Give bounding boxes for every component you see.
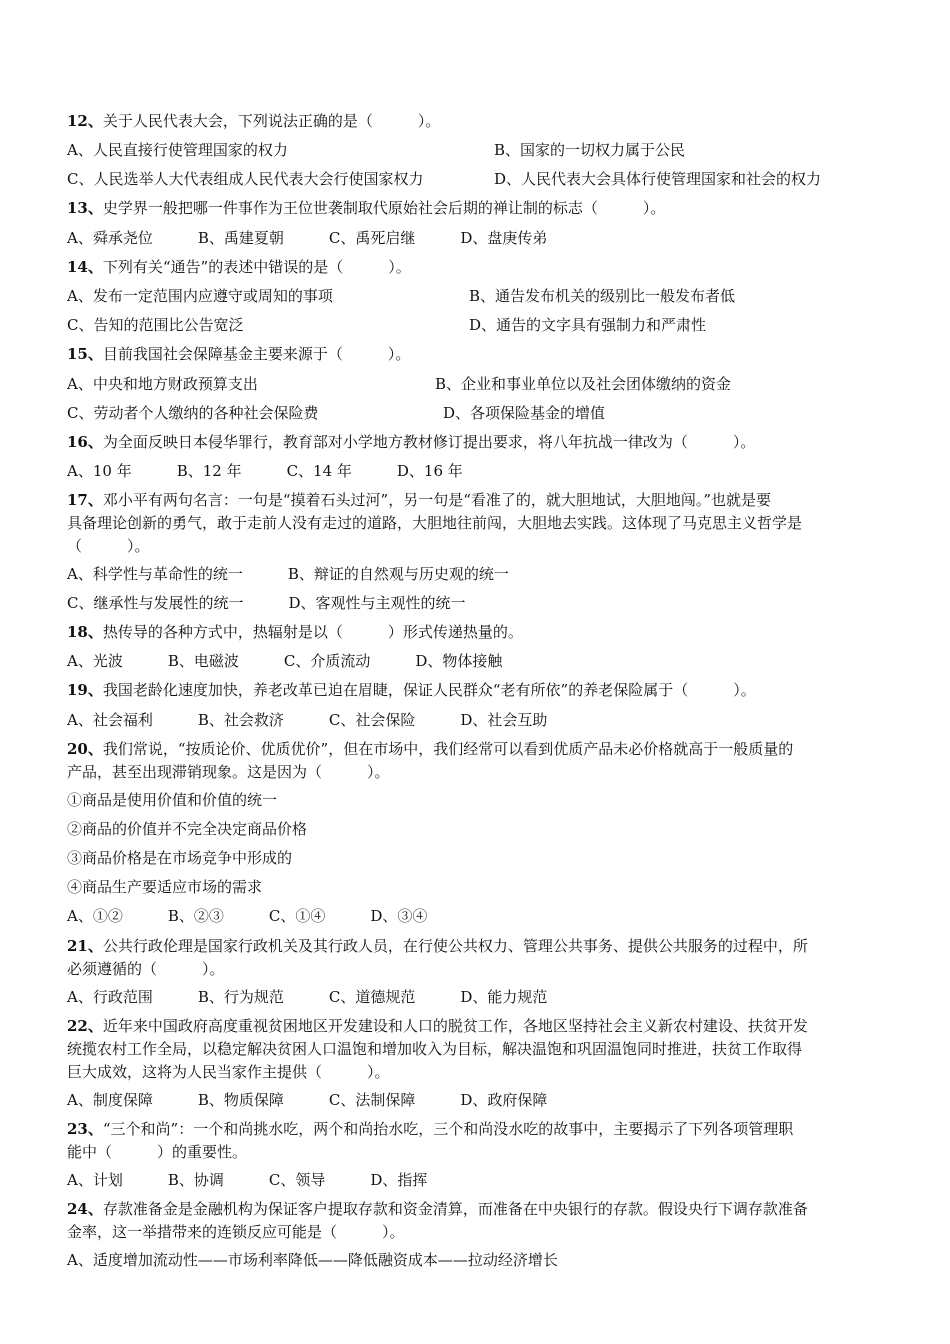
question-number: 16、	[67, 433, 103, 451]
question-20-statement-4: ④商品生产要适应市场的需求	[67, 878, 263, 896]
question-12-options-cd	[67, 169, 822, 189]
question-13-options: A、舜承尧位 B、禹建夏朝 C、禹死启继 D、盘庚传弟	[67, 229, 548, 247]
option-a: A、中央和地方财政预算支出	[67, 375, 258, 393]
option-b: B、企业和事业单位以及社会团体缴纳的资金	[435, 375, 732, 393]
option-c: C、人民选举人大代表组成人民代表大会行使国家权力	[67, 170, 424, 188]
question-23-options: A、计划 B、协调 C、领导 D、指挥	[67, 1171, 428, 1189]
question-24-option-a: A、适度增加流动性——市场利率降低——降低融资成本——拉动经济增长	[67, 1251, 558, 1269]
question-21-stem-line2: 必须遵循的（ ）。	[67, 960, 225, 978]
option-d: D、通告的文字具有强制力和严肃性	[469, 316, 707, 334]
question-14-options-ab	[67, 286, 736, 306]
question-15-options-ab	[67, 374, 732, 394]
question-18-stem: 18、热传导的各种方式中，热辐射是以（ ）形式传递热量的。	[67, 623, 523, 641]
question-22-options: A、制度保障 B、物质保障 C、法制保障 D、政府保障	[67, 1091, 548, 1109]
question-20-options: A、①② B、②③ C、①④ D、③④	[67, 907, 428, 925]
option-c: C、劳动者个人缴纳的各种社会保险费	[67, 404, 319, 422]
question-number: 22、	[67, 1017, 103, 1035]
question-22-stem-line1: 22、近年来中国政府高度重视贫困地区开发建设和人口的脱贫工作，各地区坚持社会主义新农村建设、扶贫开发	[67, 1017, 808, 1035]
question-number: 20、	[67, 740, 103, 758]
question-number: 18、	[67, 623, 103, 641]
question-17-options-cd: C、继承性与发展性的统一 D、客观性与主观性的统一	[67, 594, 466, 612]
question-23-stem-line2: 能中（ ）的重要性。	[67, 1143, 248, 1161]
option-b: B、国家的一切权力属于公民	[494, 141, 686, 159]
question-15-options-cd	[67, 403, 606, 423]
question-17-stem-line1: 17、邓小平有两句名言：一句是“摸着石头过河”，另一句是“看准了的，就大胆地试，大胆地闯。”也就是要	[67, 491, 772, 509]
option-a: A、人民直接行使管理国家的权力	[67, 141, 288, 159]
question-14-stem: 14、下列有关“通告”的表述中错误的是（ ）。	[67, 258, 411, 276]
question-17-options-ab: A、科学性与革命性的统一 B、辩证的自然观与历史观的统一	[67, 565, 509, 583]
question-16-options: A、10 年 B、12 年 C、14 年 D、16 年	[67, 462, 463, 480]
question-18-options: A、光波 B、电磁波 C、介质流动 D、物体接触	[67, 652, 503, 670]
question-21-stem-line1: 21、公共行政伦理是国家行政机关及其行政人员，在行使公共权力、管理公共事务、提供公共服务的过程中，所	[67, 937, 808, 955]
question-19-stem: 19、我国老龄化速度加快，养老改革已迫在眉睫，保证人民群众“老有所依”的养老保险属于（ ）。	[67, 681, 756, 699]
option-d: D、人民代表大会具体行使管理国家和社会的权力	[494, 170, 822, 188]
question-20-stem-line2: 产品，甚至出现滞销现象。这是因为（ ）。	[67, 763, 390, 781]
question-17-stem-line3: （ ）。	[67, 537, 150, 555]
question-number: 13、	[67, 199, 103, 217]
question-number: 12、	[67, 112, 103, 130]
question-16-stem: 16、为全面反映日本侵华罪行，教育部对小学地方教材修订提出要求，将八年抗战一律改为（ ）。	[67, 433, 756, 451]
question-12-stem: 12、关于人民代表大会，下列说法正确的是（ ）。	[67, 112, 441, 130]
question-number: 15、	[67, 345, 103, 363]
question-20-statement-2: ②商品的价值并不完全决定商品价格	[67, 820, 308, 838]
question-20-statement-1: ①商品是使用价值和价值的统一	[67, 791, 278, 809]
question-12-options-ab	[67, 140, 686, 160]
question-number: 24、	[67, 1200, 103, 1218]
question-17-stem-line2: 具备理论创新的勇气，敢于走前人没有走过的道路，大胆地往前闯，大胆地去实践。这体现了马克思主义哲学是	[67, 514, 803, 532]
question-21-options: A、行政范围 B、行为规范 C、道德规范 D、能力规范	[67, 988, 548, 1006]
question-number: 14、	[67, 258, 103, 276]
question-22-stem-line2: 统揽农村工作全局，以稳定解决贫困人口温饱和增加收入为目标，解决温饱和巩固温饱同时推进，扶贫工作取得	[67, 1040, 803, 1058]
option-b: B、通告发布机关的级别比一般发布者低	[469, 287, 736, 305]
question-number: 19、	[67, 681, 103, 699]
question-20-statement-3: ③商品价格是在市场竞争中形成的	[67, 849, 293, 867]
question-number: 23、	[67, 1120, 103, 1138]
question-19-options: A、社会福利 B、社会救济 C、社会保险 D、社会互助	[67, 711, 548, 729]
question-24-stem-line2: 金率，这一举措带来的连锁反应可能是（ ）。	[67, 1223, 405, 1241]
question-number: 17、	[67, 491, 103, 509]
question-15-stem: 15、目前我国社会保障基金主要来源于（ ）。	[67, 345, 411, 363]
question-13-stem: 13、史学界一般把哪一件事作为王位世袭制取代原始社会后期的禅让制的标志（ ）。	[67, 199, 666, 217]
option-d: D、各项保险基金的增值	[443, 404, 606, 422]
question-number: 21、	[67, 937, 103, 955]
option-c: C、告知的范围比公告宽泛	[67, 316, 244, 334]
question-20-stem-line1: 20、我们常说，“按质论价、优质优价”，但在市场中，我们经常可以看到优质产品未必价格就高于一般质量的	[67, 740, 794, 758]
question-14-options-cd	[67, 315, 707, 335]
question-23-stem-line1: 23、“三个和尚”：一个和尚挑水吃，两个和尚抬水吃，三个和尚没水吃的故事中，主要揭示了下列各项管理职	[67, 1120, 794, 1138]
question-22-stem-line3: 巨大成效，这将为人民当家作主提供（ ）。	[67, 1063, 390, 1081]
question-24-stem-line1: 24、存款准备金是金融机构为保证客户提取存款和资金清算，而准备在中央银行的存款。假设央行下调存款准备	[67, 1200, 808, 1218]
option-a: A、发布一定范围内应遵守或周知的事项	[67, 287, 333, 305]
